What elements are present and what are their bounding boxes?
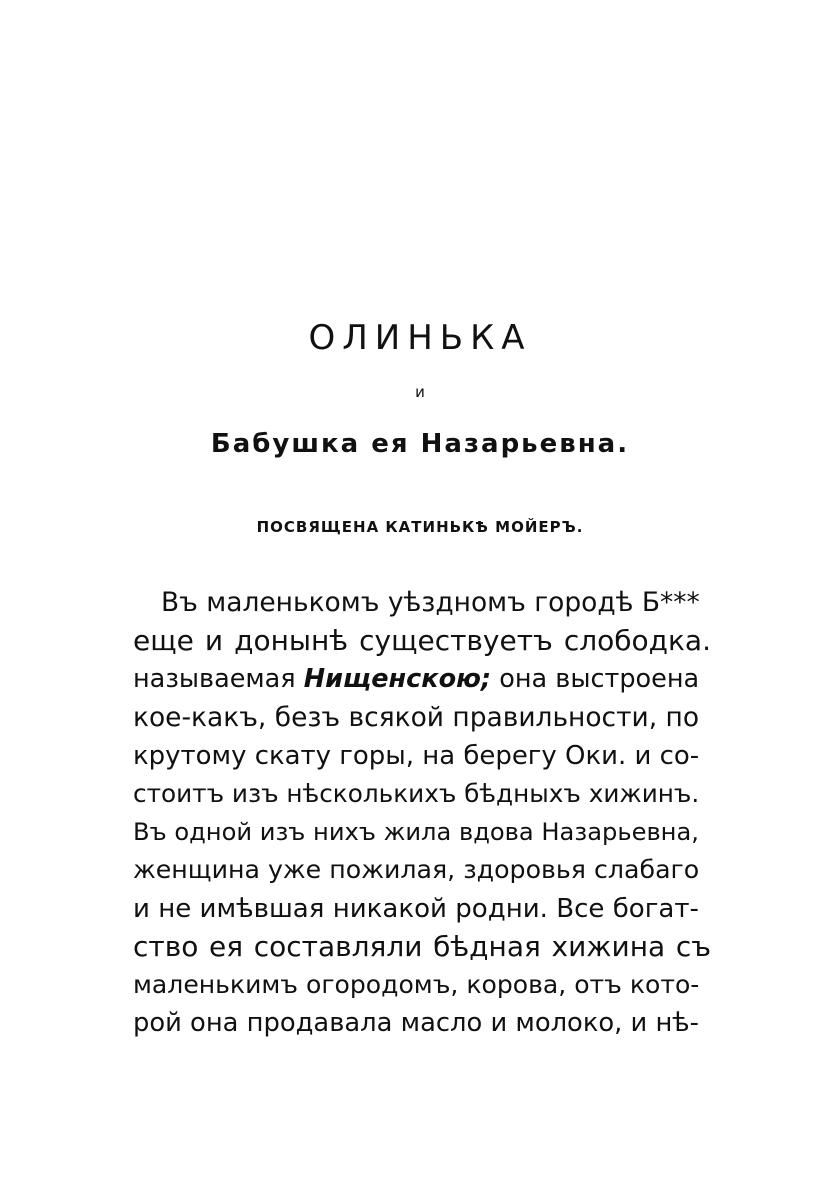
italic-term: Нищенскою;: [303, 664, 492, 695]
page-subtitle: Бабушка ея Назарьевна.: [210, 429, 630, 459]
title-conjunction: и: [415, 383, 425, 401]
paragraph-line: рой она продавала масло и молоко, и нѣ-: [133, 1008, 699, 1039]
paragraph-line: маленькимъ огородомъ, корова, отъ кото-: [133, 969, 700, 999]
paragraph-line: стоитъ изъ нѣсколькихъ бѣдныхъ хижинъ.: [133, 778, 700, 808]
paragraph-line: Въ одной изъ нихъ жила вдова Назарьевна,: [133, 818, 699, 847]
body-paragraph: [133, 584, 711, 1042]
paragraph-line: и не имѣвшая никакой родни. Все богат-: [133, 893, 699, 924]
line-segment: она выстроена: [499, 664, 700, 695]
paragraph-line: кое-какъ, безъ всякой правильности, по: [133, 701, 700, 733]
dedication-line: ПОСВЯЩЕНА КАТИНЬКѢ МОЙЕРЪ.: [256, 518, 584, 536]
paragraph-line: ство ея составляли бѣдная хижина съ: [133, 929, 711, 963]
paragraph-line: еще и донынѣ существуетъ слободка.: [133, 624, 711, 658]
page-title: ОЛИНЬКА: [308, 318, 532, 358]
paragraph-line: Въ маленькомъ уѣздномъ городѣ Б***: [161, 587, 700, 618]
paragraph-line: женщина уже пожилая, здоровья слабаго: [133, 855, 700, 885]
line-segment: называемая: [133, 664, 296, 695]
paragraph-line: крутому скату горы, на берегу Оки. и со-: [133, 740, 700, 771]
paragraph-line: [133, 660, 711, 698]
